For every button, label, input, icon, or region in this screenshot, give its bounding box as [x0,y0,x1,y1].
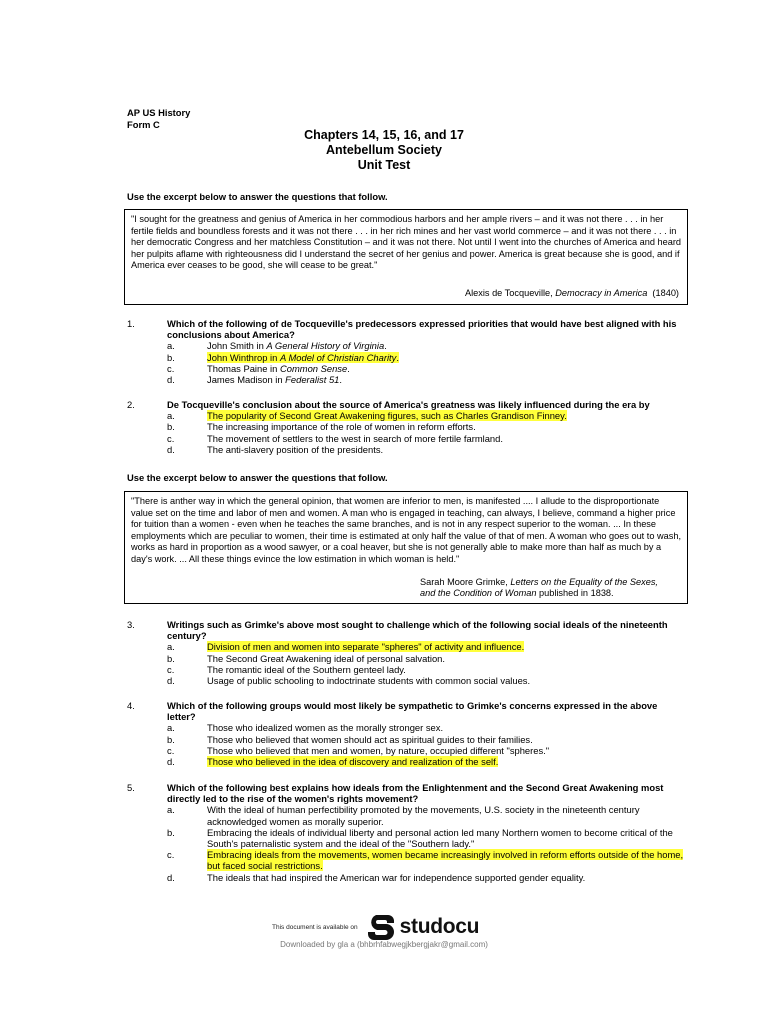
option-a[interactable]: a. With the ideal of human perfectibility promoted by the movements, U.S. society in the nineteenth century acknowledged women as morally superior. [167,804,640,827]
option-c[interactable]: c. The movement of settlers to the west in search of more fertile farmland. [167,432,503,444]
option-a[interactable]: a. Those who idealized women as the morally stronger sex. [167,722,444,734]
form-label: Form C [127,119,160,130]
option-b[interactable]: b. Those who believed that women should act as spiritual guides to their families. [167,733,533,745]
excerpt-box-tocqueville [124,209,688,305]
excerpt-box-grimke [124,491,688,604]
instructions-excerpt-1: Use the excerpt below to answer the questions that follow. [127,191,388,202]
option-d-selected[interactable]: d. Those who believed in the idea of discovery and realization of the self. [167,756,499,768]
option-c[interactable]: c. The romantic ideal of the Southern genteel lady. [167,663,406,675]
studocu-brand[interactable]: studocu [399,915,480,938]
excerpt-citation [420,577,658,600]
option-a-selected[interactable]: a. Division of men and women into separate "spheres" of activity and influence. [167,641,525,653]
course-name: AP US History [127,107,191,118]
citation-work-2: and the Condition of Woman [420,588,537,599]
option-a-selected[interactable]: a. The popularity of Second Great Awakening figures, such as Charles Grandison Finney. [167,410,567,422]
question-number: 5. [127,782,135,793]
excerpt-text: "There is anther way in which the general opinion, that women are inferior to men, is manifested .... I allude to the disproportionate value set on the time and labor of men and women. A man who is engaged in teaching, can always, I believe, command a higher price for tuition than a women - even when he teaches the same branches, and is not in any respect superior to the woman. ... In these employments which are peculiar to women, their time is estimated at only half the value of that of men. A woman who goes out to wash, works as hard in proportion as a wood sawyer, or a coal heaver, but she is not generally able to make more than half as much by a day's work. ... All these things evince the low estimation in which woman is held." [131,496,682,564]
citation-author: Sarah Moore Grimke, [420,576,511,587]
question-number: 2. [127,399,135,410]
downloaded-by: Downloaded by gla a (bhbrhfabwegjkbergjakr@gmail.com) [280,940,488,949]
option-d[interactable]: d. James Madison in Federalist 51. [167,374,342,386]
instructions-excerpt-2: Use the excerpt below to answer the questions that follow. [127,472,388,483]
title-chapters: Chapters 14, 15, 16, and 17 [304,128,464,142]
option-b[interactable]: b. The Second Great Awakening ideal of personal salvation. [167,652,445,664]
title-unit-test: Unit Test [357,158,411,172]
question-3 [127,619,687,686]
option-d[interactable]: d. The anti-slavery position of the presidents. [167,443,384,455]
question-5 [127,782,687,883]
option-c[interactable]: c. Those who believed that men and women, by nature, occupied different "spheres." [167,744,550,756]
question-number: 1. [127,318,135,329]
question-1 [127,318,687,385]
title-block [0,128,768,173]
question-number: 3. [127,619,135,630]
available-text: This document is available on [272,923,358,931]
question-text: Which of the following groups would most likely be sympathetic to Grimke's concerns expressed in the above letter? [167,700,658,723]
studocu-logo-icon[interactable] [368,912,398,942]
question-2 [127,399,687,455]
citation-published: published in 1838. [536,588,614,599]
excerpt-citation [465,288,679,300]
citation-author: Alexis de Tocqueville, [465,288,556,299]
option-c[interactable]: c. Thomas Paine in Common Sense. [167,362,350,374]
citation-year: (1840) [647,288,679,299]
question-text: Writings such as Grimke's above most sought to challenge which of the following social ideals of the nineteenth century? [167,619,668,642]
excerpt-text: "I sought for the greatness and genius of America in her commodious harbors and her ample rivers – and it was not there . . . in her fertile fields and boundless forests and it was not there . . . in her rich mines and her vast world commerce – and it was not there . . . in her democratic Congress and her matchless Constitution – and it was not there. Not until I went into the churches of America and heard her pulpits aflame with righteousness did I understand the secret of her genius and power. America is great because she is good, and if America ever ceases to be good, she will cease to be great." [131,214,682,271]
option-c-selected[interactable]: c. Embracing ideals from the movements, women became increasingly involved in reform efforts outside of the home, but faced social restrictions. [167,849,684,872]
title-topic: Antebellum Society [326,143,442,157]
question-4 [127,700,687,767]
option-b[interactable]: b. Embracing the ideals of individual liberty and personal action led many Northern women to become critical of the South's paternalistic system and the ideal of the "Southern lady." [167,826,673,850]
question-number: 4. [127,700,135,711]
question-text: De Tocqueville's conclusion about the source of America's greatness was likely influenced during the era by [167,399,650,410]
option-d[interactable]: d. Usage of public schooling to indoctrinate students with common social values. [167,675,531,687]
footer-availability [272,912,479,942]
option-b[interactable]: b. The increasing importance of the role of women in reform efforts. [167,421,476,433]
option-a[interactable]: a. John Smith in A General History of Virginia. [167,340,387,352]
option-b-selected[interactable]: b. John Winthrop in A Model of Christian Charity. [167,351,399,363]
question-text: Which of the following of de Tocqueville's predecessors expressed priorities that would have best aligned with his conclusions about America? [167,318,677,341]
option-d[interactable]: d. The ideals that had inspired the American war for independence supported gender equality. [167,871,586,883]
question-text: Which of the following best explains how ideals from the Enlightenment and the Second Great Awakening most directly led to the rise of the women's rights movement? [167,782,664,805]
citation-work: Democracy in America [555,288,648,299]
citation-work-1: Letters on the Equality of the Sexes, [510,576,658,587]
